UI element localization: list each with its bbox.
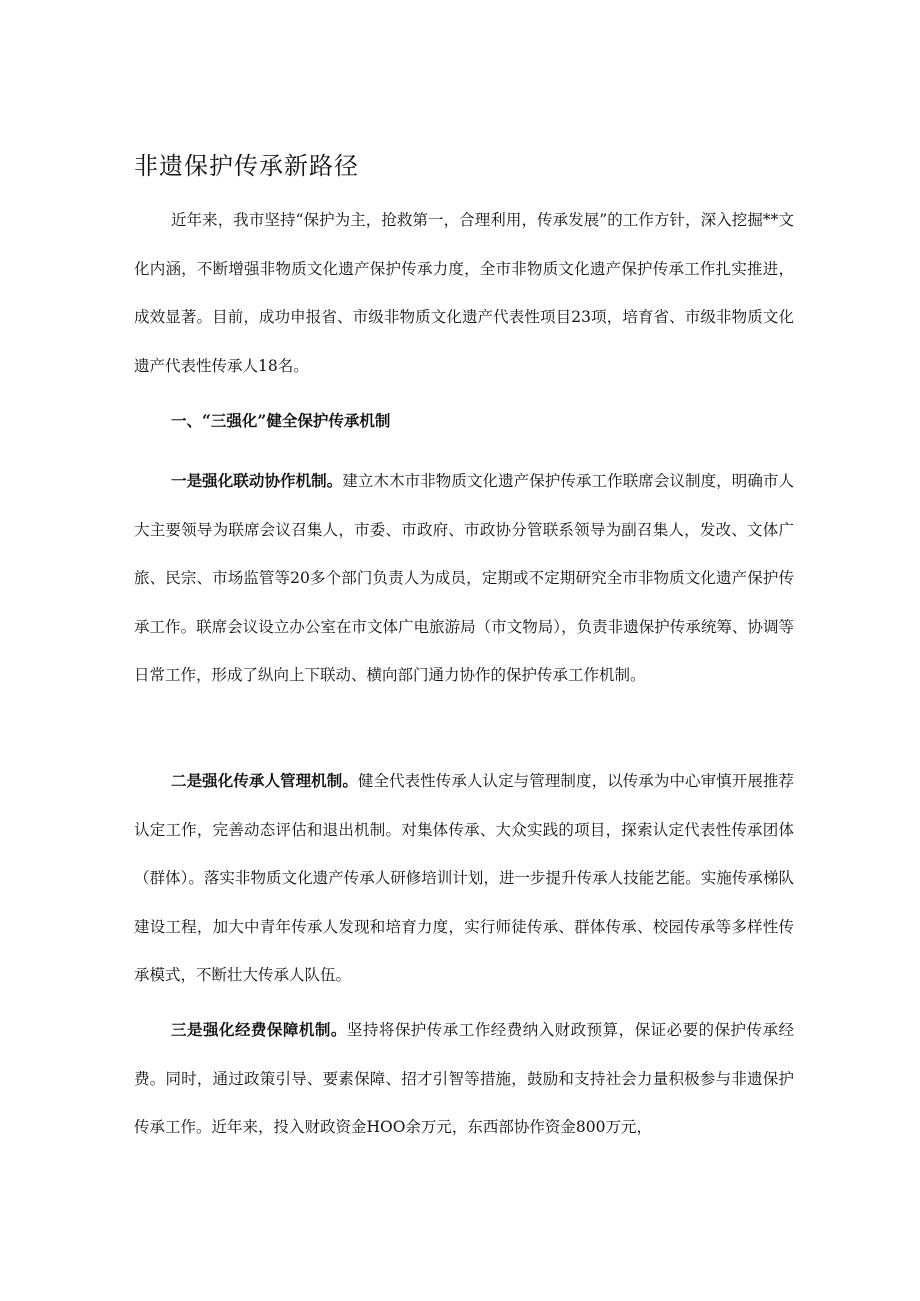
paragraph-lead: 一是强化联动协作机制。 xyxy=(171,471,343,490)
section-heading-1: 一、“三强化”健全保护传承机制 xyxy=(171,411,391,430)
paragraph-lead: 三是强化经费保障机制。 xyxy=(171,1020,347,1039)
paragraph-linkage-mechanism xyxy=(134,457,794,700)
paragraph-funding-guarantee xyxy=(134,1006,794,1152)
document-title: 非遗保护传承新路径 xyxy=(134,152,359,180)
paragraph-lead: 二是强化传承人管理机制。 xyxy=(171,771,358,790)
paragraph-text: 健全代表性传承人认定与管理制度，以传承为中心审慎开展推荐认定工作，完善动态评估和退出机制。对集体传承、大众实践的项目，探索认定代表性传承团体（群体）。落实非物质文化遗产传承人研修培训计划，进一步提升传承人技能艺能。实施传承梯队建设工程，加大中青年传承人发现和培育力度，实行师徒传承、群体传承、校园传承等多样性传承模式，不断壮大传承人队伍。 xyxy=(134,772,794,985)
intro-paragraph: 近年来，我市坚持“保护为主，抢救第一，合理利用，传承发展”的工作方针，深入挖掘**文化内涵，不断增强非物质文化遗产保护传承力度，全市非物质文化遗产保护传承工作扎实推进，成效显著。目前，成功申报省、市级非物质文化遗产代表性项目23项，培育省、市级非物质文化遗产代表性传承人18名。 xyxy=(134,211,794,375)
paragraph-text: 建立木木市非物质文化遗产保护传承工作联席会议制度，明确市人大主要领导为联席会议召集人，市委、市政府、市政协分管联系领导为副召集人，发改、文体广旅、民宗、市场监管等20多个部门负责人为成员，定期或不定期研究全市非物质文化遗产保护传承工作。联席会议设立办公室在市文体广电旅游局（市文物局），负责非遗保护传承统筹、协调等日常工作，形成了纵向上下联动、横向部门通力协作的保护传承工作机制。 xyxy=(134,472,794,685)
paragraph-text: 坚持将保护传承工作经费纳入财政预算，保证必要的保护传承经费。同时，通过政策引导、要素保障、招才引智等措施，鼓励和支持社会力量积极参与非遗保护传承工作。近年来，投入财政资金HOO余万元，东西部协作资金800万元， xyxy=(134,1021,794,1137)
paragraph-inheritor-management xyxy=(134,757,794,1000)
